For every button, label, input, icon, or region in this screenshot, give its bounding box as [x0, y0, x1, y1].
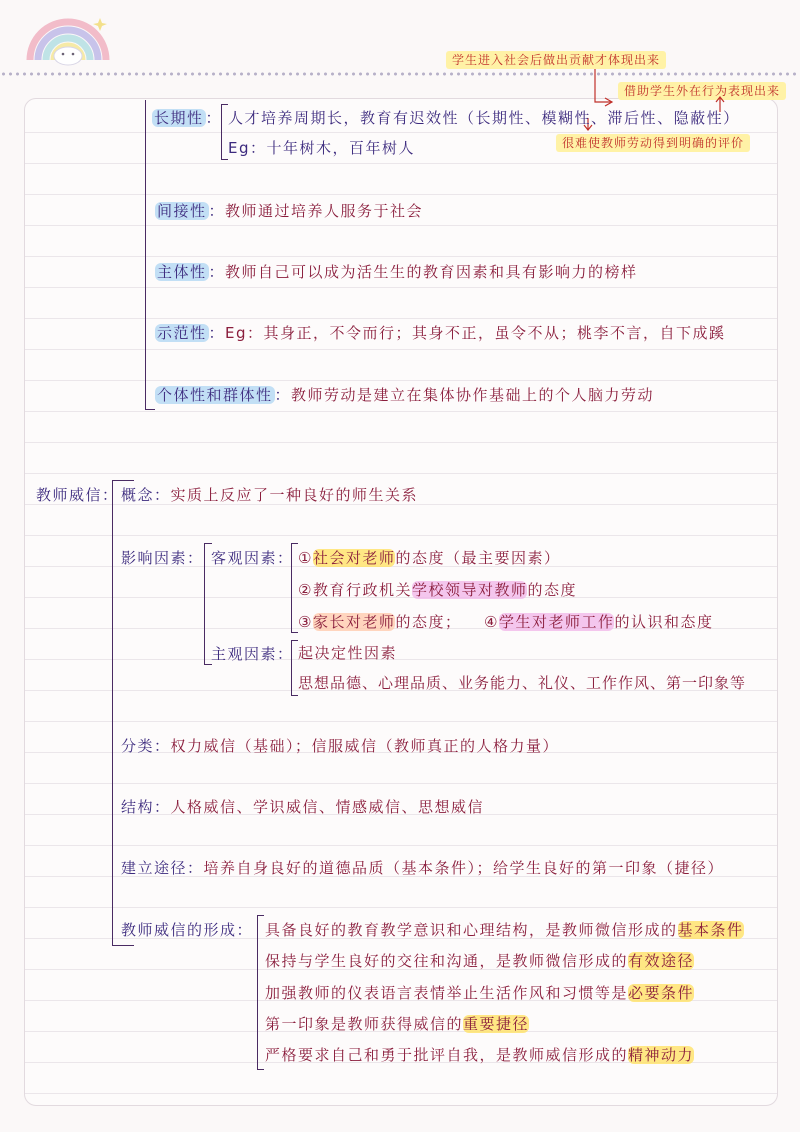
long-term-bracket-top: [221, 104, 228, 105]
indirect-row: 间接性 ：教师通过培养人服务于社会: [157, 202, 424, 220]
objective-item-1: ①社会对老师的态度（最主要因素）: [298, 549, 561, 567]
formation-line-2: 保持与学生良好的交往和沟通，是教师微信形成的有效途径: [265, 952, 695, 970]
annotation-contribution: 学生进入社会后做出贡献才体现出来: [446, 51, 666, 69]
formation-line-3: 加强教师的仪表语言表情举止生活作风和习惯等是必要条件: [265, 984, 695, 1002]
formation-line-1: 具备良好的教育教学意识和心理结构，是教师微信形成的基本条件: [265, 921, 744, 939]
objective-bracket: [291, 543, 292, 633]
structure-text: 人格威信、学识威信、情感威信、思想威信: [170, 798, 485, 816]
objective-item-4: ④学生对老师工作的认识和态度: [484, 613, 714, 631]
factors-bracket-bottom: [204, 664, 212, 665]
structure-row: 结构：人格威信、学识威信、情感威信、思想威信: [121, 798, 485, 816]
factors-label: 影响因素：: [121, 549, 204, 567]
long-term-line2: Eg：十年树木，百年树人: [228, 139, 416, 157]
formation-bracket-top: [257, 915, 264, 916]
model-label: 示范性: [157, 324, 207, 342]
long-term-bracket: [221, 104, 222, 160]
concept-row: 概念：实质上反应了一种良好的师生关系: [121, 486, 419, 504]
long-term-line1: 人才培养周期长，教育有迟效性（长期性、模糊性、滞后性、隐蔽性）: [228, 109, 740, 127]
subjective-label: 主观因素：: [211, 645, 294, 663]
objective-bracket-bottom: [291, 632, 298, 633]
long-term-label: 长期性: [154, 109, 204, 127]
long-term-bracket-bottom: [221, 159, 228, 160]
individual-text: 教师劳动是建立在集体协作基础上的个人脑力劳动: [291, 386, 655, 404]
objective-bracket-top: [291, 543, 298, 544]
factors-bracket-top: [204, 543, 212, 544]
subjective-line1: 起决定性因素: [298, 644, 398, 662]
formation-line-4: 第一印象是教师获得威信的重要捷径: [265, 1015, 530, 1033]
labor-bracket: [145, 100, 146, 410]
formation-bracket-bottom: [257, 1069, 264, 1070]
long-term-row: 长期性 ：: [154, 109, 223, 127]
subjective-bracket: [291, 640, 292, 696]
prestige-bracket: [112, 480, 113, 946]
individual-row: 个体性和群体性 ：教师劳动是建立在集体协作基础上的个人脑力劳动: [157, 386, 655, 404]
individual-label: 个体性和群体性: [157, 386, 273, 404]
model-text: Eg：其身正，不令而行；其身不正，虽令不从；桃李不言，自下成蹊: [225, 324, 726, 342]
indirect-label: 间接性: [157, 202, 207, 220]
category-text: 权力威信（基础）；信服威信（教师真正的人格力量）: [170, 737, 560, 755]
structure-label: 结构: [121, 798, 155, 816]
subjective-bracket-top: [291, 640, 298, 641]
formation-line-5: 严格要求自己和勇于批评自我，是教师威信形成的精神动力: [265, 1046, 695, 1064]
prestige-title: 教师威信：: [36, 486, 119, 504]
prestige-bracket-top: [112, 480, 134, 481]
concept-text: 实质上反应了一种良好的师生关系: [170, 486, 419, 504]
path-text: 培养自身良好的道德品质（基本条件）；给学生良好的第一印象（捷径）: [203, 859, 725, 877]
formation-bracket: [257, 915, 258, 1070]
annotation-arrows: [0, 0, 800, 200]
path-row: 建立途径：培养自身良好的道德品质（基本条件）；给学生良好的第一印象（捷径）: [121, 859, 725, 877]
path-label: 建立途径: [121, 859, 188, 877]
prestige-bracket-bottom: [112, 945, 134, 946]
category-row: 分类：权力威信（基础）；信服威信（教师真正的人格力量）: [121, 737, 560, 755]
objective-item-2: ②教育行政机关学校领导对教师的态度: [298, 581, 577, 599]
annotation-behavior: 借助学生外在行为表现出来: [618, 82, 786, 100]
indirect-text: 教师通过培养人服务于社会: [225, 202, 424, 220]
objective-item-3: ③家长对老师的态度；: [298, 613, 462, 631]
subject-text: 教师自己可以成为活生生的教育因素和具有影响力的榜样: [225, 263, 638, 281]
factors-bracket: [204, 543, 205, 665]
labor-bracket-end: [145, 409, 155, 410]
category-label: 分类: [121, 737, 155, 755]
subject-row: 主体性 ：教师自己可以成为活生生的教育因素和具有影响力的榜样: [157, 263, 638, 281]
model-row: 示范性 ：Eg：其身正，不令而行；其身不正，虽令不从；桃李不言，自下成蹊: [157, 324, 726, 342]
subjective-bracket-bottom: [291, 695, 298, 696]
subjective-line2: 思想品德、心理品质、业务能力、礼仪、工作作风、第一印象等: [298, 674, 747, 692]
subject-label: 主体性: [157, 263, 207, 281]
formation-label: 教师威信的形成：: [121, 921, 254, 939]
concept-label: 概念: [121, 486, 155, 504]
objective-label: 客观因素：: [211, 549, 294, 567]
annotation-evaluation: 很难使教师劳动得到明确的评价: [556, 134, 750, 152]
